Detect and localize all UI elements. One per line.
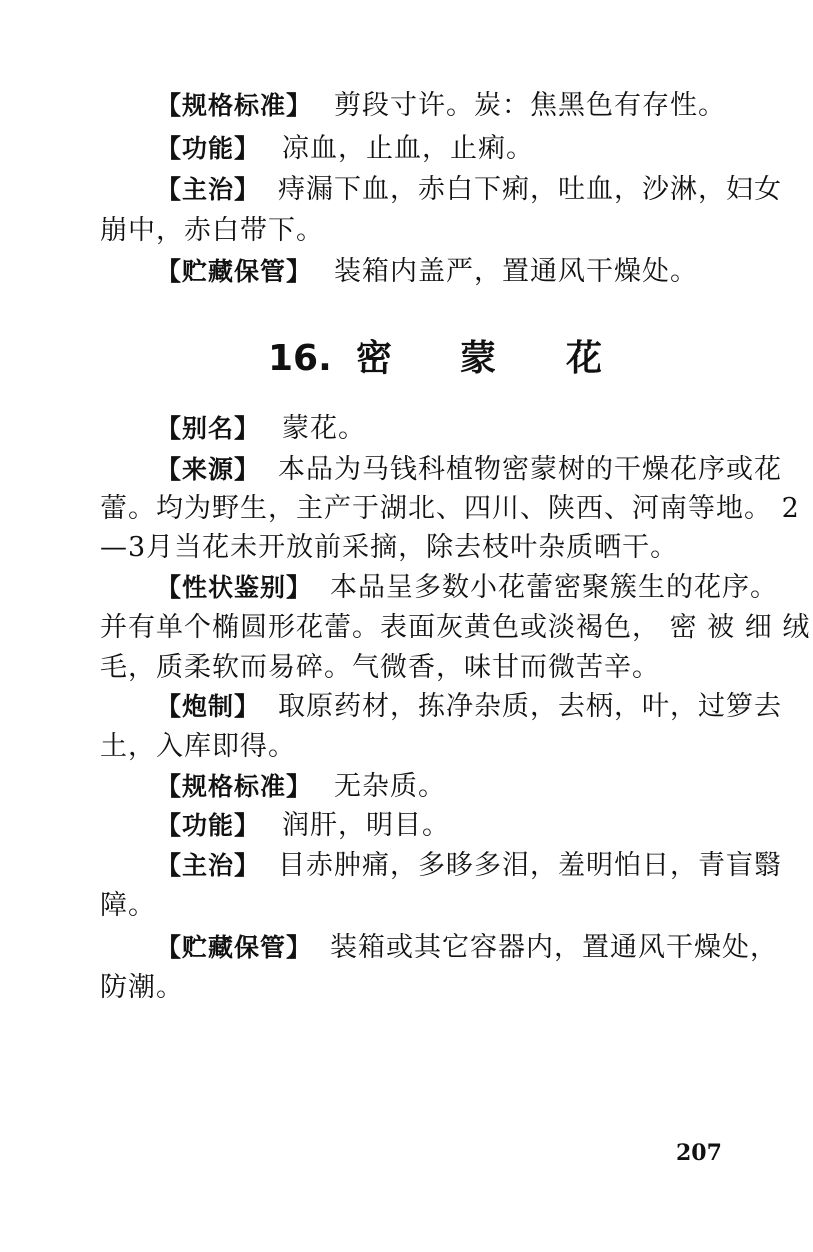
prev-spec-text: 剪段寸许。炭：焦黑色有存性。 (334, 90, 727, 121)
prev-indication-line-1 (156, 172, 783, 208)
alias-label: 【别名】 (156, 414, 261, 443)
prev-storage-text: 装箱内盖严，置通风干燥处。 (334, 256, 699, 287)
prev-indication-line-2: 崩中，赤白带下。 (100, 215, 324, 246)
function-text: 润肝，明目。 (282, 810, 451, 841)
indication-line-1 (156, 848, 783, 884)
spec-line (156, 769, 446, 805)
identification-text-1: 本品呈多数小花蕾密聚簇生的花序。 (330, 572, 779, 603)
processing-text-1: 取原药材，拣净杂质，去柄，叶，过箩去 (278, 691, 783, 722)
storage-line-1 (156, 930, 779, 966)
function-line (156, 808, 450, 844)
identification-label: 【性状鉴别】 (156, 573, 313, 602)
processing-label: 【炮制】 (156, 692, 261, 721)
function-label: 【功能】 (156, 811, 261, 840)
source-text-1: 本品为马钱科植物密蒙树的干燥花序或花 (278, 454, 783, 485)
page-number: 207 (676, 1140, 722, 1166)
indication-label: 【主治】 (156, 851, 261, 880)
alias-text: 蒙花。 (282, 413, 367, 444)
prev-spec-line (156, 88, 726, 124)
entry-name-char-3: 花 (566, 338, 603, 379)
prev-indication-text-1: 痔漏下血，赤白下痢，吐血，沙淋，妇女 (278, 174, 783, 205)
processing-line-1 (156, 689, 783, 725)
alias-line (156, 411, 366, 447)
identification-line-3: 毛，质柔软而易碎。气微香，味甘而微苦辛。 (100, 652, 660, 683)
prev-storage-label: 【贮藏保管】 (156, 257, 313, 286)
prev-function-text: 凉血，止血，止痢。 (282, 133, 535, 164)
storage-text-1: 装箱或其它容器内，置通风干燥处， (330, 932, 779, 963)
prev-function-line (156, 131, 534, 167)
entry-name-char-2: 蒙 (460, 338, 497, 379)
spec-text: 无杂质。 (334, 771, 447, 802)
source-label: 【来源】 (156, 455, 261, 484)
prev-indication-label: 【主治】 (156, 175, 261, 204)
source-line-3: —3月当花未开放前采摘，除去枝叶杂质晒干。 (100, 532, 679, 563)
identification-line-1 (156, 570, 779, 606)
indication-line-2: 障。 (100, 890, 156, 921)
storage-label: 【贮藏保管】 (156, 933, 313, 962)
prev-storage-line (156, 254, 698, 290)
identification-line-2: 并有单个椭圆形花蕾。表面灰黄色或淡褐色， 密 被 细 绒 (100, 612, 811, 643)
indication-text-1: 目赤肿痛，多眵多泪，羞明怕日，青盲翳 (278, 850, 783, 881)
entry-heading (268, 334, 608, 384)
prev-spec-label: 【规格标准】 (156, 91, 313, 120)
storage-line-2: 防潮。 (100, 972, 184, 1003)
entry-number: 16. (268, 338, 332, 379)
entry-name-char-1: 密 (356, 338, 393, 379)
spec-label: 【规格标准】 (156, 772, 313, 801)
processing-line-2: 土，入库即得。 (100, 731, 296, 762)
prev-function-label: 【功能】 (156, 134, 261, 163)
source-line-2: 蕾。均为野生，主产于湖北、四川、陕西、河南等地。 2 (100, 493, 800, 524)
source-line-1 (156, 452, 783, 488)
